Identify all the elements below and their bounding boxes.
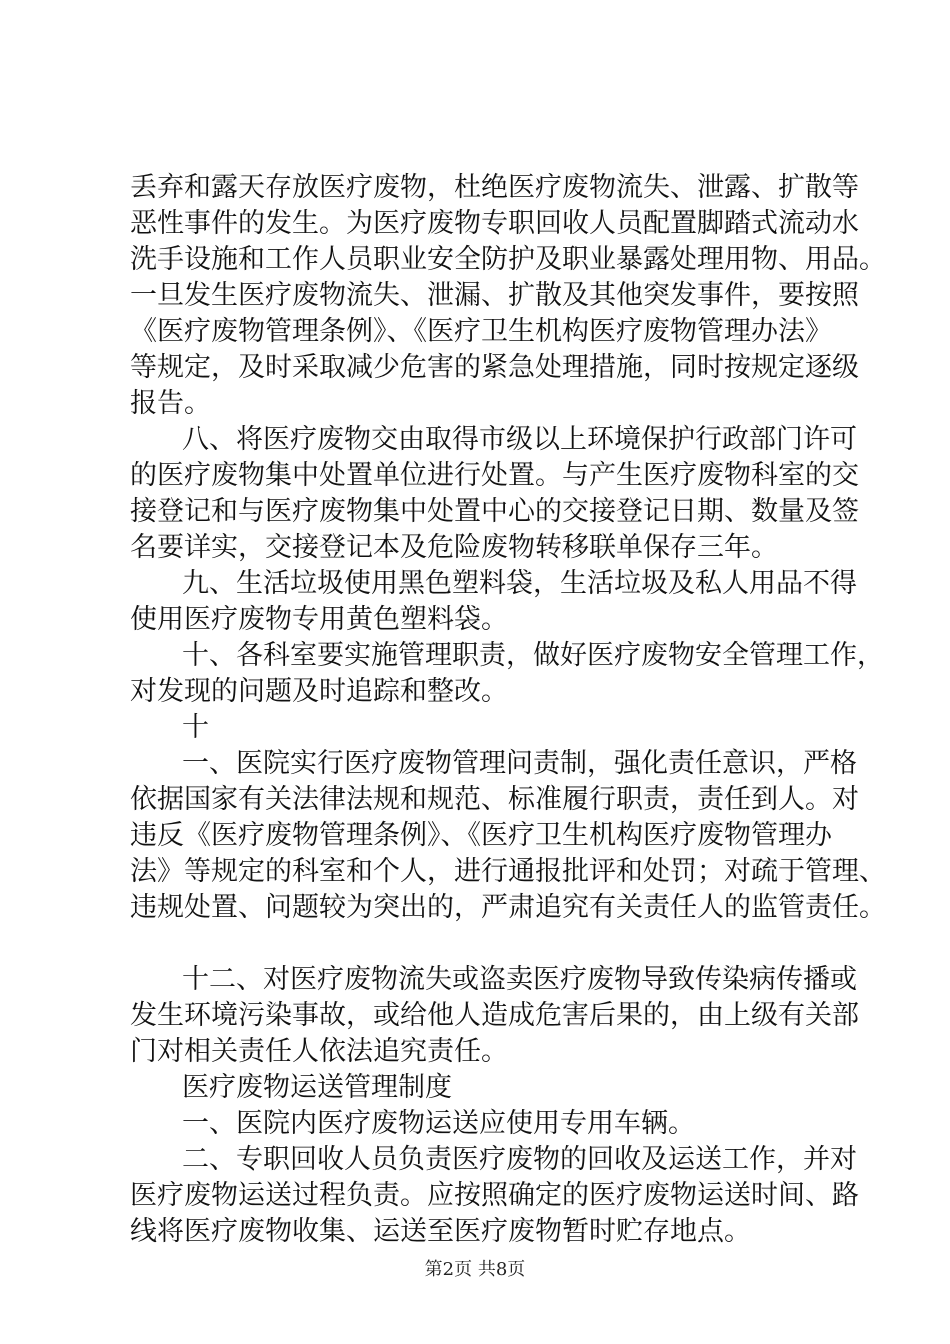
text-line-14: 十、各科室要实施管理职责，做好医疗废物安全管理工作， [182, 640, 884, 671]
text-line-7: 报告。 [130, 388, 211, 419]
text-line-24: 门对相关责任人依法追究责任。 [130, 1036, 508, 1067]
text-line-1: 丢弃和露天存放医疗废物，杜绝医疗废物流失、泄露、扩散等 [130, 172, 859, 203]
text-line-6: 等规定，及时采取减少危害的紧急处理措施，同时按规定逐级 [130, 352, 859, 383]
text-line-11: 名要详实，交接登记本及危险废物转移联单保存三年。 [130, 532, 778, 563]
text-line-10: 接登记和与医疗废物集中处置中心的交接登记日期、数量及签 [130, 496, 859, 527]
text-line-23: 发生环境污染事故，或给他人造成危害后果的，由上级有关部 [130, 1000, 859, 1031]
page-number-footer: 第2页 共8页 [424, 1259, 526, 1280]
text-line-22: 十二、对医疗废物流失或盗卖医疗废物导致传染病传播或 [182, 964, 857, 995]
text-line-8: 八、将医疗废物交由取得市级以上环境保护行政部门许可 [182, 424, 857, 455]
text-line-29: 线将医疗废物收集、运送至医疗废物暂时贮存地点。 [130, 1216, 751, 1247]
text-line-4: 一旦发生医疗废物流失、泄漏、扩散及其他突发事件，要按照 [130, 280, 859, 311]
text-line-9: 的医疗废物集中处置单位进行处置。与产生医疗废物科室的交 [130, 460, 859, 491]
text-line-27: 二、专职回收人员负责医疗废物的回收及运送工作，并对 [182, 1144, 857, 1175]
text-line-26: 一、医院内医疗废物运送应使用专用车辆。 [182, 1108, 695, 1139]
text-line-18: 依据国家有关法律法规和规范、标准履行职责，责任到人。对 [130, 784, 859, 815]
text-line-19: 违反《医疗废物管理条例》、《医疗卫生机构医疗废物管理办 [130, 820, 832, 851]
section-title: 医疗废物运送管理制度 [182, 1072, 452, 1103]
text-line-3: 洗手设施和工作人员职业安全防护及职业暴露处理用物、用品。 [130, 244, 886, 275]
text-line-2: 恶性事件的发生。为医疗废物专职回收人员配置脚踏式流动水 [130, 208, 859, 239]
text-line-16: 十 [182, 712, 209, 743]
text-line-20: 法》等规定的科室和个人，进行通报批评和处罚；对疏于管理、 [130, 856, 886, 887]
text-line-28: 医疗废物运送过程负责。应按照确定的医疗废物运送时间、路 [130, 1180, 859, 1211]
text-line-12: 九、生活垃圾使用黑色塑料袋，生活垃圾及私人用品不得 [182, 568, 857, 599]
text-line-5: 《医疗废物管理条例》、《医疗卫生机构医疗废物管理办法》 [130, 316, 832, 347]
text-line-15: 对发现的问题及时追踪和整改。 [130, 676, 508, 707]
text-line-17: 一、医院实行医疗废物管理问责制，强化责任意识，严格 [182, 748, 857, 779]
text-line-13: 使用医疗废物专用黄色塑料袋。 [130, 604, 508, 635]
text-line-21: 违规处置、问题较为突出的，严肃追究有关责任人的监管责任。 [130, 892, 886, 923]
